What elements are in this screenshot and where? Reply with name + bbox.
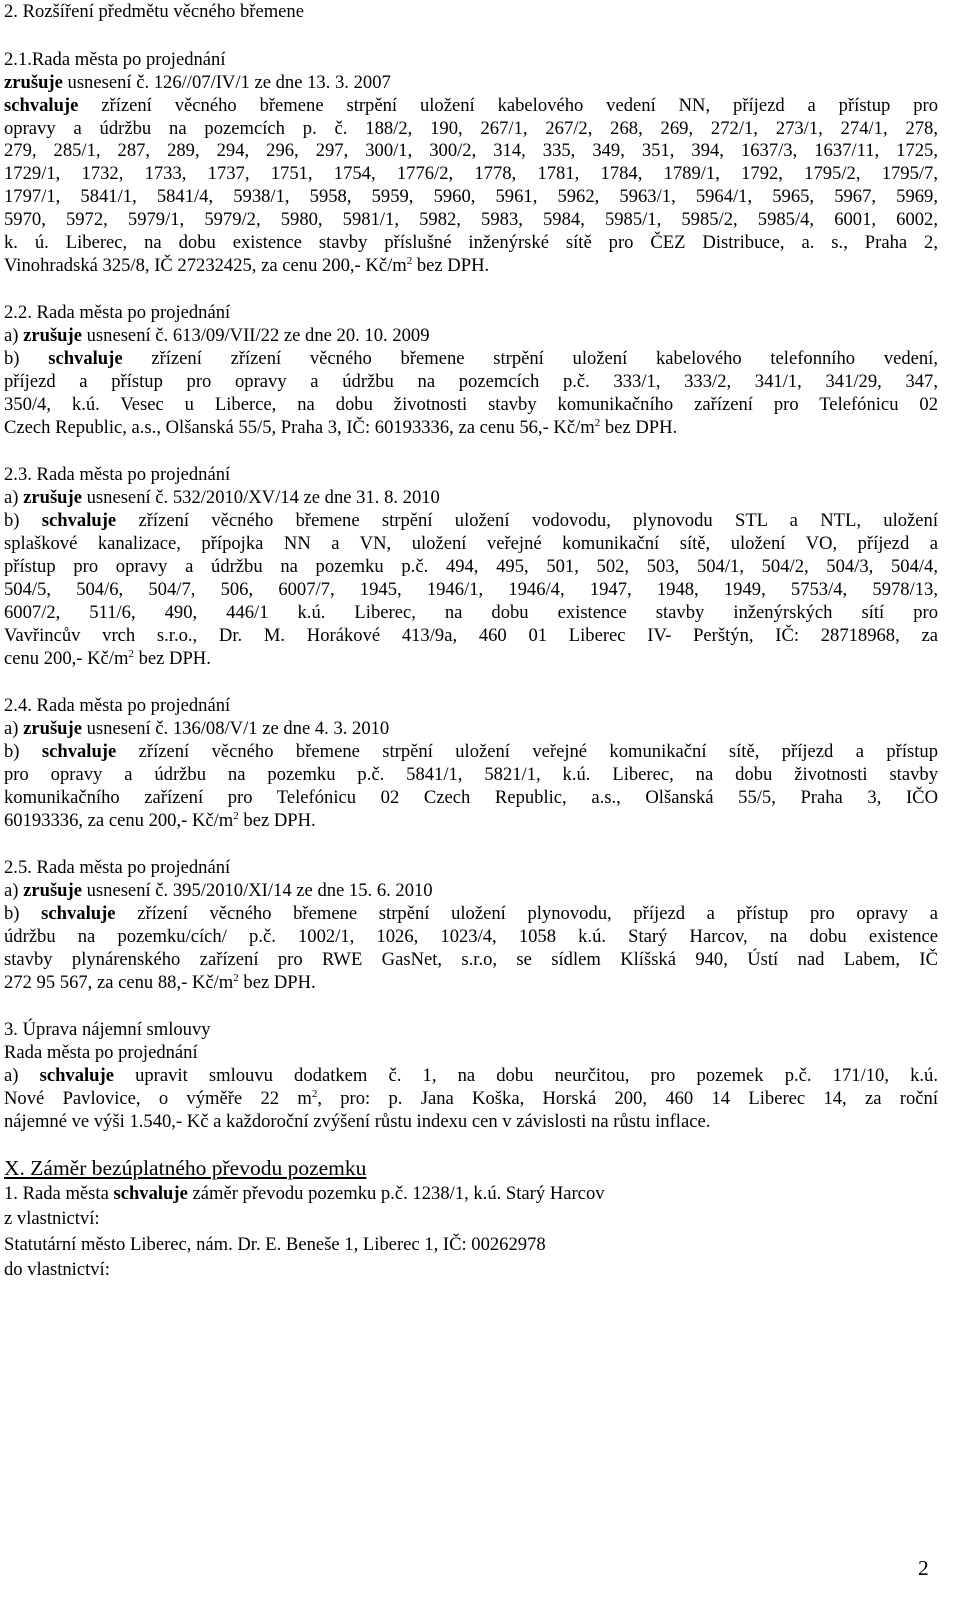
text-line: opravy a údržbu na pozemcích p. č. 188/2, 190, 267/1, 267/2, 268, 269, 272/1, 273/1, 274/1, 278, — [4, 118, 938, 139]
text-span: zřízení věcného břemene strpění uložení kabelového vedení NN, příjezd a přístup pro — [78, 95, 938, 116]
text-line: příjezd a přístup pro opravy a údržbu na pozemcích p.č. 333/1, 333/2, 341/1, 341/29, 347, — [4, 371, 938, 392]
text-span: a) — [4, 487, 24, 508]
text-line — [4, 325, 430, 347]
superscript: 2 — [233, 809, 239, 822]
paragraph-heading: 2.1.Rada města po projednání — [4, 49, 226, 70]
text-line: přístup pro opravy a údržbu na pozemku p.č. 494, 495, 501, 502, 503, 504/1, 504/2, 504/3, 504/4, — [4, 556, 938, 577]
superscript: 2 — [233, 971, 239, 984]
text-line: údržbu na pozemku/cích/ p.č. 1002/1, 1026, 1023/4, 1058 k.ú. Starý Harcov, na dobu existence — [4, 926, 938, 947]
superscript: 2 — [594, 416, 601, 429]
text-span: 272 95 567, za cenu 88,- Kč/m — [4, 972, 234, 993]
text-line — [4, 880, 433, 902]
text-line: 504/5, 504/6, 504/7, 506, 6007/7, 1945, 1946/1, 1946/4, 1947, 1948, 1949, 5753/4, 5978/13, — [4, 579, 938, 600]
text-span: Vinohradská 325/8, IČ 27232425, za cenu 200,- Kč/m — [4, 255, 407, 276]
paragraph-heading: Rada města po projednání — [4, 1042, 198, 1063]
text-span: zřízení věcného břemene strpění uložení vodovodu, plynovodu STL a NTL, uložení — [116, 510, 939, 531]
section-heading-underlined: X. Záměr bezúplatného převodu pozemku — [4, 1156, 367, 1180]
text-span: b) — [4, 348, 49, 369]
text-line — [4, 417, 677, 439]
text-line: Statutární město Liberec, nám. Dr. E. Beneše 1, Liberec 1, IČ: 00262978 — [4, 1234, 546, 1255]
text-line — [4, 648, 211, 670]
bold-verb: schvaluje — [39, 1065, 114, 1086]
text-line — [4, 72, 391, 94]
text-line — [4, 1088, 938, 1110]
text-span: a) — [4, 325, 24, 346]
text-line: stavby plynárenského zařízení pro RWE GasNet, s.r.o, se sídlem Klíšská 940, Ústí nad Labem, IČ — [4, 949, 938, 970]
text-line: 6007/2, 511/6, 490, 446/1 k.ú. Liberec, na dobu existence stavby inženýrských sítí pro — [4, 602, 938, 623]
bold-verb: schvaluje — [4, 95, 79, 116]
text-line — [4, 1065, 938, 1087]
text-line — [4, 487, 440, 509]
text-line — [4, 348, 938, 370]
text-line: 279, 285/1, 287, 289, 294, 296, 297, 300/1, 300/2, 314, 335, 349, 351, 394, 1637/3, 1637/11, 1725, — [4, 140, 938, 161]
text-line: k. ú. Liberec, na dobu existence stavby příslušné inženýrské sítě pro ČEZ Distribuce, a. s., Praha 2, — [4, 232, 938, 253]
paragraph-heading: 2.2. Rada města po projednání — [4, 302, 231, 323]
text-span: b) — [4, 903, 42, 924]
text-line: 350/4, k.ú. Vesec u Liberce, na dobu životnosti stavby komunikačního zařízení pro Telefónicu 02 — [4, 394, 938, 415]
text-span: usnesení č. 532/2010/XV/14 ze dne 31. 8. 2010 — [81, 487, 440, 508]
bold-verb: zrušuje — [23, 487, 82, 508]
text-line: nájemné ve výši 1.540,- Kč a každoroční zvýšení růstu indexu cen v závislosti na růstu inflace. — [4, 1111, 711, 1132]
text-span: bez DPH. — [412, 255, 490, 276]
text-line — [4, 810, 316, 832]
text-span: b) — [4, 741, 42, 762]
text-span: a) — [4, 1065, 40, 1086]
text-span: a) — [4, 718, 24, 739]
section-heading: 2. Rozšíření předmětu věcného břemene — [4, 1, 304, 22]
paragraph-heading: 2.3. Rada města po projednání — [4, 464, 231, 485]
text-span: usnesení č. 126//07/IV/1 ze dne 13. 3. 2007 — [62, 72, 391, 93]
text-span: 60193336, za cenu 200,- Kč/m — [4, 810, 234, 831]
text-span: zřízení zřízení věcného břemene strpění uložení kabelového telefonního vedení, — [122, 348, 938, 369]
text-line — [4, 972, 316, 994]
text-line — [4, 510, 938, 532]
text-line: pro opravy a údržbu na pozemku p.č. 5841/1, 5821/1, k.ú. Liberec, na dobu životnosti stavby — [4, 764, 938, 785]
text-span: cenu 200,- Kč/m — [4, 648, 129, 669]
text-span: záměr převodu pozemku p.č. 1238/1, k.ú. Starý Harcov — [187, 1183, 605, 1204]
bold-verb: schvaluje — [41, 510, 117, 531]
text-span: bez DPH. — [238, 972, 316, 993]
paragraph-heading: 2.5. Rada města po projednání — [4, 857, 231, 878]
text-line — [4, 255, 489, 277]
text-span: a) — [4, 880, 24, 901]
text-line: 1797/1, 5841/1, 5841/4, 5938/1, 5958, 5959, 5960, 5961, 5962, 5963/1, 5964/1, 5965, 5967, 5969, — [4, 186, 938, 207]
text-line: Vavřincův vrch s.r.o., Dr. M. Horákové 413/9a, 460 01 Liberec IV- Perštýn, IČ: 28718968, za — [4, 625, 938, 646]
section-heading: 3. Úprava nájemní smlouvy — [4, 1019, 211, 1040]
text-span: Nové Pavlovice, o výměře 22 m — [4, 1088, 312, 1109]
bold-verb: zrušuje — [23, 880, 82, 901]
text-line — [4, 903, 938, 925]
text-line — [4, 95, 938, 117]
text-span: b) — [4, 510, 42, 531]
text-line: splaškové kanalizace, přípojka NN a VN, uložení veřejné komunikační sítě, uložení VO, příjezd a — [4, 533, 938, 554]
text-span: , pro: p. Jana Koška, Horská 200, 460 14 Liberec 14, za roční — [317, 1088, 938, 1109]
text-line: 1729/1, 1732, 1733, 1737, 1751, 1754, 1776/2, 1778, 1781, 1784, 1789/1, 1792, 1795/2, 1795/7, — [4, 163, 938, 184]
page-number: 2 — [918, 1556, 929, 1580]
text-line — [4, 1183, 605, 1205]
bold-verb: schvaluje — [48, 348, 123, 369]
text-span: bez DPH. — [133, 648, 211, 669]
text-span: bez DPH. — [600, 417, 678, 438]
text-line — [4, 718, 389, 740]
text-span: usnesení č. 136/08/V/1 ze dne 4. 3. 2010 — [81, 718, 390, 739]
bold-verb: zrušuje — [23, 718, 82, 739]
text-span: usnesení č. 613/09/VII/22 ze dne 20. 10. 2009 — [81, 325, 430, 346]
text-span: zřízení věcného břemene strpění uložení veřejné komunikační sítě, příjezd a přístup — [116, 741, 938, 762]
text-span: bez DPH. — [238, 810, 316, 831]
text-line: komunikačního zařízení pro Telefónicu 02 Czech Republic, a.s., Olšanská 55/5, Praha 3, IČO — [4, 787, 938, 808]
paragraph-heading: 2.4. Rada města po projednání — [4, 695, 231, 716]
bold-verb: zrušuje — [4, 72, 63, 93]
superscript: 2 — [128, 647, 134, 660]
text-span: upravit smlouvu dodatkem č. 1, na dobu neurčitou, pro pozemek p.č. 171/10, k.ú. — [113, 1065, 939, 1086]
superscript: 2 — [406, 254, 413, 267]
bold-verb: schvaluje — [41, 903, 116, 924]
superscript: 2 — [311, 1087, 318, 1100]
bold-verb: schvaluje — [113, 1183, 188, 1204]
text-line: do vlastnictví: — [4, 1259, 110, 1280]
text-span: zřízení věcného břemene strpění uložení plynovodu, příjezd a přístup pro opravy a — [115, 903, 938, 924]
text-span: 1. Rada města — [4, 1183, 114, 1204]
text-line: 5970, 5972, 5979/1, 5979/2, 5980, 5981/1, 5982, 5983, 5984, 5985/1, 5985/2, 5985/4, 6001, 6002, — [4, 209, 938, 230]
text-span: Czech Republic, a.s., Olšanská 55/5, Praha 3, IČ: 60193336, za cenu 56,- Kč/m — [4, 417, 595, 438]
text-line — [4, 741, 938, 763]
bold-verb: zrušuje — [23, 325, 82, 346]
text-line: z vlastnictví: — [4, 1208, 100, 1229]
text-span: usnesení č. 395/2010/XI/14 ze dne 15. 6. 2010 — [81, 880, 433, 901]
bold-verb: schvaluje — [41, 741, 117, 762]
